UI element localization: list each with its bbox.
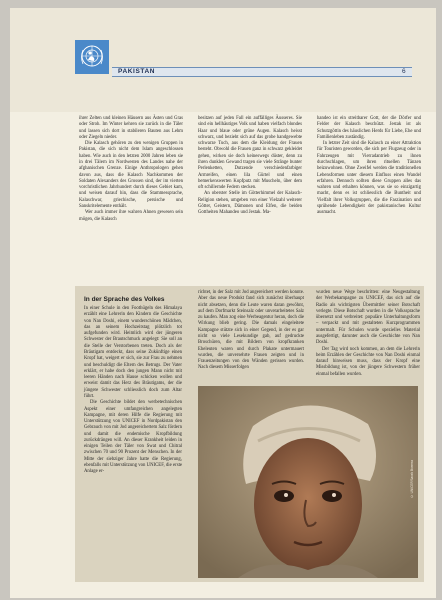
box-column-2: [198, 290, 304, 372]
section-header-bar: [112, 67, 412, 77]
box-column-1: [84, 306, 182, 476]
child-portrait-photo: [198, 386, 418, 578]
child-portrait-illustration: [198, 386, 418, 578]
paragraph: ihrer Zelten und kleinen Häusern aus Ästen und Gras oder Stroh. Im Winter kehren sie zurück in die Täler und lassen sich dort in stabileren Bauten aus Lehm oder Ziegeln nieder.: [79, 116, 183, 140]
paragraph: wurden neue Wege beschritten: eine Neugestaltung der Werbekampagne zu UNICEF, das sich auf die Radio als wichtigsten Übermittler seiner Botschaft verlegte. Diese Botschaft wurden in die Volkssprache übersetzt und verbreitet: populäre Unterhaltungsform – verpackt und mit gestalteten Kurzprogrammen untermalt. Für Schulen wurde spezielles Material ausgefertigt, darunter auch die Geschichte von Nan Doshi.: [316, 290, 420, 346]
article-column-1: [79, 116, 183, 223]
paragraph: In letzter Zeit sind die Kalasch zu einer Attraktion für Touristen geworden, die sich per Flugzeug oder in Fahrzeugen mit Vierradantrieb zu ihnen durchschlagen, um ihren rituellen Tänzen beizuwohnen. Ohne Zweifel werden die traditionellen Lebensformen unter diesem Einfluss einen Wandel erfahren. Dennoch sollten diese Gruppen alles das wahren und erhalten können, was sie so einzigartig macht, denn es ist schliesslich die Buntheit und Vielfalt ihrer Volksgruppen, die die Faszination und sprühende Lebendigkeit der pakistanischen Kultur ausmacht.: [317, 141, 421, 216]
header-band: [10, 8, 436, 112]
photo-credit: © UNICEF/Sarah Boerma: [410, 460, 414, 499]
article-column-3: [317, 116, 421, 217]
box-column-3: [316, 290, 420, 378]
box-title: In der Sprache des Volkes: [84, 296, 165, 303]
unicef-logo-icon: [77, 42, 107, 72]
page-number: 6: [402, 68, 406, 75]
paragraph: In einer Schule in den Foothügeln des Himalaya erzählt eine Lehrerin den Kindern die Geschichte von Nan Doshi, einem wunderschönen Mädchen, das an seinem Hochzeitstag plötzlich tot aufgefunden wird. Heimlich wird der jüngeren Schwester der Brautschmuck angelegt: Sie soll an die Stelle der Verstorbenen treten. Doch als der Bräutigam entdeckt, dass seine Zukünftige einen Kropf hat, weigert er sich, sie zur Frau zu nehmen und beschuldigt die Eltern des Betrugs. Der Vater erklärt, er habe doch den jungen Mann nicht mit leeren Händen nach Hause schicken wollen und erweist damit das Herz des Bräutigams, der die jüngere Schwester schliesslich doch zum Altar führt.: [84, 306, 182, 399]
paragraph: Die Kalasch gehören zu den wenigen Gruppen in Pakistan, die sich nicht dem Islam angeschlossen haben. Wie auch in den letzten 2000 Jahren leben sie in drei Tälern im Nordwesten des Landes nahe der afghanischen Grenze. Einige Anthropologen gehen davon aus, dass die Kalasch Nachkommen der Soldaten Alexanders des Grossen sind, der im vierten vorchristlichen Jahrhundert durch dieses Gebiet kam, und weisen darauf hin, dass die Stammessprache, Kalaschwar, griechische, persische und Sanskritelemente enthält.: [79, 141, 183, 209]
paragraph: Der Tag wird noch kommen, an dem die Lehrerin beim Erzählen der Geschichte von Nan Doshi einmal darauf hinweisen muss, dass der Kropf eine Missbildung ist, von der jüngere Schwestern früher einmal befallen wurden.: [316, 346, 420, 377]
paragraph: An oberster Stelle im Götterhimmel der Kalasch-Religion stehen, umgeben von einer Vielzahl weiterer Götter, Geistern, Dämonen und Elfen, die beiden Gottheiten Mahandeo und Jestak. Ma-: [198, 191, 302, 216]
unicef-logo: [75, 40, 109, 74]
paragraph: Die Geschichte bildet den werbetechnischen Aspekt einer umfangreichen angelegten Kampagne, mit deren Hilfe die Regierung mit Unterstützung von UNICEF in Nordpakistan den Gebrauch von mit Jod angereichertem Salz fördern und damit die endemische Kropfbildung zurückdrängen will. An dieser Krankheit leiden in einigen Teilen der Täler von Swat und Chitral zwischen 70 und 90 Prozent der Menschen. In der Mitte der siebziger Jahre hatte die Regierung, ebenfalls mit Unterstützung von UNICEF, die erste Anlage er-: [84, 400, 182, 475]
paragraph: richtet, in der Salz mit Jod angereichert werden konnte. Aber das neue Produkt fand sich zunächst überhaupt nicht absetzen, denn die Leute waren daran gewöhnt, auf dem Dorfmarkt Steinsalz oder unverarbeitetes Salz zu kaufen. Man zog eine Werbeagentur heran, doch die Wirkung blieb gering. Die damals eingeleitete Kampagne stützte sich in einer Gegend, in der es gar nicht so viele Lesekundige gab, auf gedruckte Broschüren, die mit Bildern von kropfkranken Eheleuten waren und durch Plakate untermauert wurden, die unversehrte Frauen zeigten und in Frauenzeitungen von den Wänden gerissen wurden. Nach diesem Misserfolgen: [198, 290, 304, 371]
section-title: PAKISTAN: [118, 68, 156, 75]
paragraph: Wer auch immer ihre wahren Ahnen gewesen sein mögen, die Kalasch: [79, 210, 183, 222]
article-column-2: [198, 116, 302, 217]
paragraph: handeo ist ein streitbarer Gott, der die Dörfer und Felder der Kalasch beschützt. Jestak ist als Schutzgöttin des häuslichen Herds für Liebe, Ehe und Familienleben zuständig.: [317, 116, 421, 140]
paragraph: besitzen auf jeden Fall ein auffälliges Äusseres. Sie sind ein hellhäutiges Volk und haben vielfach blondes Haar und blaue oder grüne Augen. Kalasch heisst schwarz, und bezieht sich auf das grobe handgewebte schwarze Tuch, aus dem die Kleidung der Frauen besteht. Obwohl die Frauen ganz in schwarz gekleidet gehen, wirken sie doch keineswegs düster, denn zu ihren dunklen Gewand tragen sie viele Stränge bunter Perlenketten, Dutzende verschiedenfarbiger Armreifen, einen lila Gürtel und einen bemerkenswerten Kopfputz mit Muscheln, über dem oft schillernde Federn stecken.: [198, 116, 302, 191]
